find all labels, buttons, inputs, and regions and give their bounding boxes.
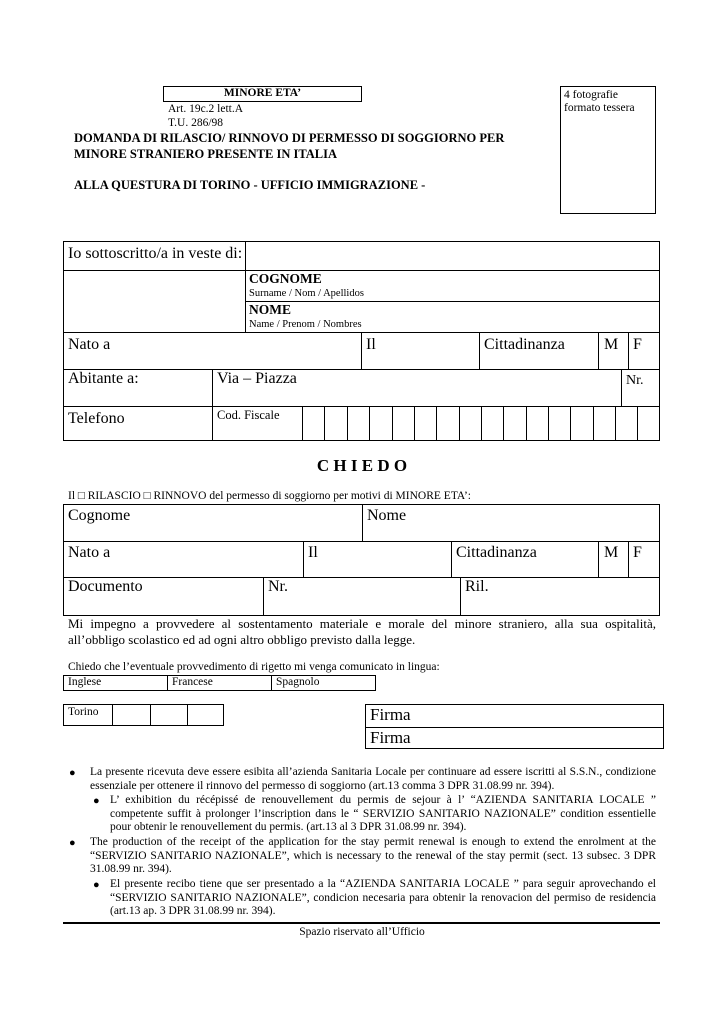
note-spanish: El presente recibo tiene que ser presentado a la “AZIENDA SANITARIA LOCALE ” para seguir aprovechando el “SERVIZIO SANITARIO NAZIONALE”, condicion necesaria para obtenir la renovacion del permiso de residencia (art.13 ap. 3 DPR 31.08.99 nr. 394).: [110, 878, 656, 917]
minor-documento-label: Documento: [68, 578, 143, 595]
cittadinanza-label: Cittadinanza: [484, 336, 565, 353]
note-french: L’ exhibition du récépissé de renouvellement du permis de sejour à l’ “AZIENDA SANITARIA LOCALE ” competente suffit à prolonger l’inscription dans le “ SERVIZIO SANITARIO NAZIONALE” condition essentielle pour obtenir le renouvellement du permis. (art.13 al 3 DPR 31.08.99 nr. 394).: [110, 794, 656, 833]
minor-il-label: Il: [308, 544, 318, 561]
il-label: Il: [366, 336, 376, 353]
office-divider: [63, 922, 660, 924]
form-title-line2: MINORE STRANIERO PRESENTE IN ITALIA: [74, 147, 338, 161]
photo-instruction-line1: 4 fotografie: [564, 89, 618, 101]
minor-nr-label: Nr.: [268, 578, 288, 595]
in-veste-di-input[interactable]: [246, 242, 658, 269]
note-english: The production of the receipt of the application for the stay permit renewal is enough to extend the enrolment at the “SERVIZIO SANITARIO NAZIONALE”, which is necessary to the renewal of the stay permit (sect. 13 subsec. 3 DPR 31.08.99 nr. 394).: [90, 836, 656, 875]
nr-label: Nr.: [626, 373, 644, 388]
firma-label-2: Firma: [370, 728, 411, 747]
office-reserved-label: Spazio riservato all’Ufficio: [299, 926, 425, 938]
minor-cognome-label: Cognome: [68, 507, 131, 524]
request-type-line[interactable]: Il □ RILASCIO □ RINNOVO del permesso di soggiorno per motivi di MINORE ETA’:: [68, 490, 471, 502]
cognome-sublabel: Surname / Nom / Apellidos: [249, 288, 364, 299]
abitante-label: Abitante a:: [68, 370, 139, 387]
language-option-francese[interactable]: Francese: [172, 676, 213, 688]
questura-heading: ALLA QUESTURA DI TORINO - UFFICIO IMMIGRAZIONE -: [74, 178, 426, 192]
via-piazza-label: Via – Piazza: [217, 370, 297, 387]
minor-sex-f-option[interactable]: F: [633, 544, 642, 561]
torino-label: Torino: [68, 706, 99, 718]
sex-m-option[interactable]: M: [604, 336, 619, 353]
article-reference: Art. 19c.2 lett.A: [168, 103, 244, 115]
language-option-inglese[interactable]: Inglese: [68, 676, 102, 688]
sex-f-option[interactable]: F: [633, 336, 642, 353]
note-fr-bullet: ●: [93, 795, 100, 807]
chiedo-heading: C H I E D O: [316, 456, 408, 475]
minore-eta-label: MINORE ETA’: [223, 87, 302, 99]
note-it-bullet: ●: [69, 767, 76, 779]
photo-instruction-line2: formato tessera: [564, 102, 635, 114]
note-italian: La presente ricevuta deve essere esibita all’azienda Sanitaria Locale per continuare ad essere iscritti al S.S.N., condizione essenziale per ottenere il rinnovo del permesso di soggiorno (art.13 comma 3 DPR 31.08.99 nr. 394).: [90, 766, 656, 792]
firma-label-1: Firma: [370, 705, 411, 724]
lingua-line: Chiedo che l’eventuale provvedimento di rigetto mi venga comunicato in lingua:: [68, 661, 440, 673]
cod-fiscale-label: Cod. Fiscale: [217, 408, 280, 422]
io-sottoscritto-label: Io sottoscritto/a in veste di:: [68, 245, 243, 262]
cognome-label: COGNOME: [249, 271, 322, 286]
nome-label: NOME: [249, 302, 291, 317]
language-option-spagnolo[interactable]: Spagnolo: [276, 676, 320, 688]
minor-sex-m-option[interactable]: M: [604, 544, 619, 561]
telefono-label: Telefono: [68, 410, 125, 427]
note-es-bullet: ●: [93, 879, 100, 891]
minor-nome-label: Nome: [367, 507, 407, 524]
nato-a-label: Nato a: [68, 336, 111, 353]
note-en-bullet: ●: [69, 837, 76, 849]
minor-cittadinanza-label: Cittadinanza: [456, 544, 537, 561]
impegno-paragraph: Mi impegno a provvedere al sostentamento materiale e morale del minore straniero, alla sua ospitalità, all’obbligo scolastico ed ad ogni altro obbligo previsto dalla legge.: [68, 616, 656, 647]
minor-ril-label: Ril.: [465, 578, 489, 595]
minor-nato-a-label: Nato a: [68, 544, 111, 561]
tu-reference: T.U. 286/98: [168, 117, 224, 129]
form-title-line1: DOMANDA DI RILASCIO/ RINNOVO DI PERMESSO DI SOGGIORNO PER: [74, 131, 505, 145]
nome-sublabel: Name / Prenom / Nombres: [249, 319, 362, 330]
